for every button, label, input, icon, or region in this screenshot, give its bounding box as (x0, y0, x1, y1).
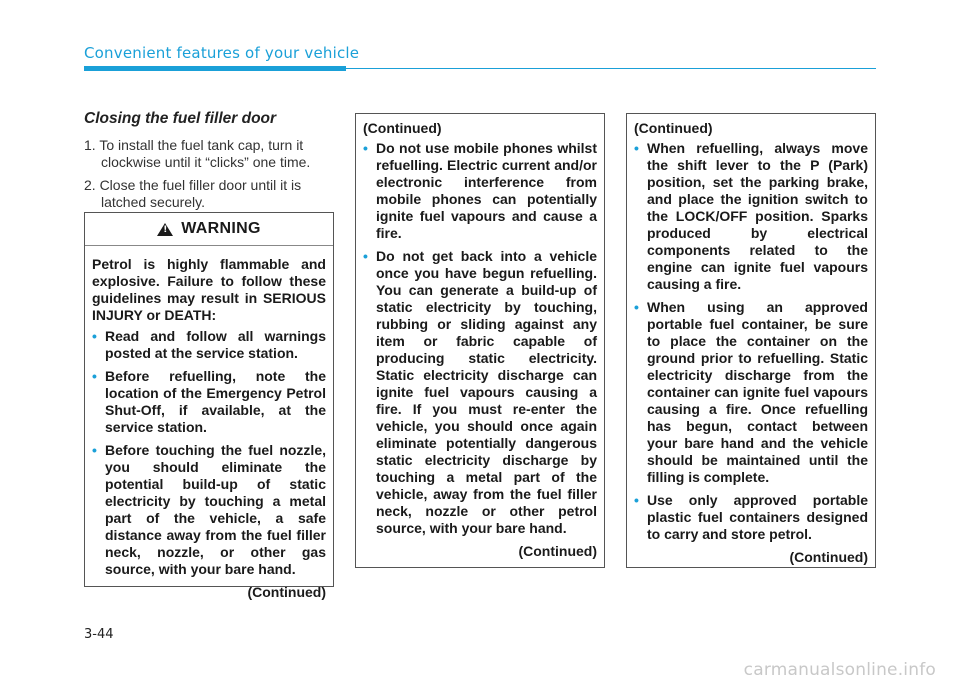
bullet-dot-icon: • (92, 328, 97, 344)
box-three-bullets (634, 140, 868, 543)
bullet-dot-icon: • (363, 248, 368, 264)
step-1: 1. To install the fuel tank cap, turn it clockwise until it “clicks” one time. (84, 137, 311, 170)
warning-header (85, 213, 333, 246)
list-item: • When refuelling, always move the shift lever to the P (Park) position, set the parking brake, and place the ignition switch to the LOCK/OFF position. Sparks produced by electrical components related to the engine can ignite fuel vapours causing a fire. (634, 140, 868, 292)
list-item: • Use only approved portable plastic fuel containers designed to carry and store petrol. (634, 492, 868, 542)
list-item: • Do not use mobile phones whilst refuelling. Electric current and/or electronic interference from mobile phones can potentially ignite fuel vapours and cause a fire. (363, 140, 597, 241)
warning-intro: Petrol is highly flammable and explosive. Failure to follow these guidelines may result in SERIOUS INJURY or DEATH: (92, 256, 326, 323)
warning-continued-box-3 (626, 113, 876, 568)
warning-label: WARNING (181, 220, 261, 237)
section-title: Convenient features of your vehicle (84, 44, 360, 62)
header-rule (346, 68, 876, 69)
list-item: • Read and follow all warnings posted at the service station. (92, 328, 326, 361)
continued-label: (Continued) (518, 543, 597, 559)
bullet-dot-icon: • (634, 140, 639, 156)
warning-bullets (92, 328, 326, 578)
warning-triangle-icon (157, 223, 173, 236)
continued-label: (Continued) (789, 549, 868, 565)
bullet-dot-icon: • (92, 368, 97, 384)
subheading: Closing the fuel filler door (84, 110, 277, 127)
header-accent-bar (84, 66, 346, 71)
box-two-bullets (363, 140, 597, 537)
intro-column (84, 110, 334, 217)
continued-label: (Continued) (247, 584, 326, 600)
continued-label: (Continued) (634, 120, 713, 136)
step-2: 2. Close the fuel filler door until it is latched securely. (84, 177, 302, 210)
bullet-dot-icon: • (92, 442, 97, 458)
page-number: 3-44 (84, 627, 114, 642)
bullet-dot-icon: • (634, 299, 639, 315)
warning-continued-box-2 (355, 113, 605, 568)
list-item: • Do not get back into a vehicle once you have begun refuelling. You can generate a build-up of static electricity by touching, rubbing or sliding against any item or fabric capable of producing static electricity. Static electricity discharge can ignite fuel vapours causing a fire. If you must re-enter the vehicle, you should once again eliminate potentially dangerous static electricity discharge by touching a metal part of the vehicle, away from the fuel filler neck, nozzle or other petrol source, with your bare hand. (363, 248, 597, 536)
bullet-dot-icon: • (363, 140, 368, 156)
list-item: • When using an approved portable fuel container, be sure to place the container on the ground prior to refuelling. Static electricity discharge from the container can ignite fuel vapours causing a fire. Once refuelling has begun, contact between your bare hand and the vehicle should be maintained until the filling is complete. (634, 299, 868, 485)
continued-label: (Continued) (363, 120, 442, 136)
list-item: • Before refuelling, note the location of the Emergency Petrol Shut-Off, if available, at the service station. (92, 368, 326, 435)
list-item: • Before touching the fuel nozzle, you should eliminate the potential build-up of static electricity by touching a metal part of the vehicle, a safe distance away from the fuel filler neck, nozzle, or other gas source, with your bare hand. (92, 442, 326, 577)
watermark: carmanualsonline.info (743, 660, 936, 680)
bullet-dot-icon: • (634, 492, 639, 508)
warning-box (84, 212, 334, 600)
